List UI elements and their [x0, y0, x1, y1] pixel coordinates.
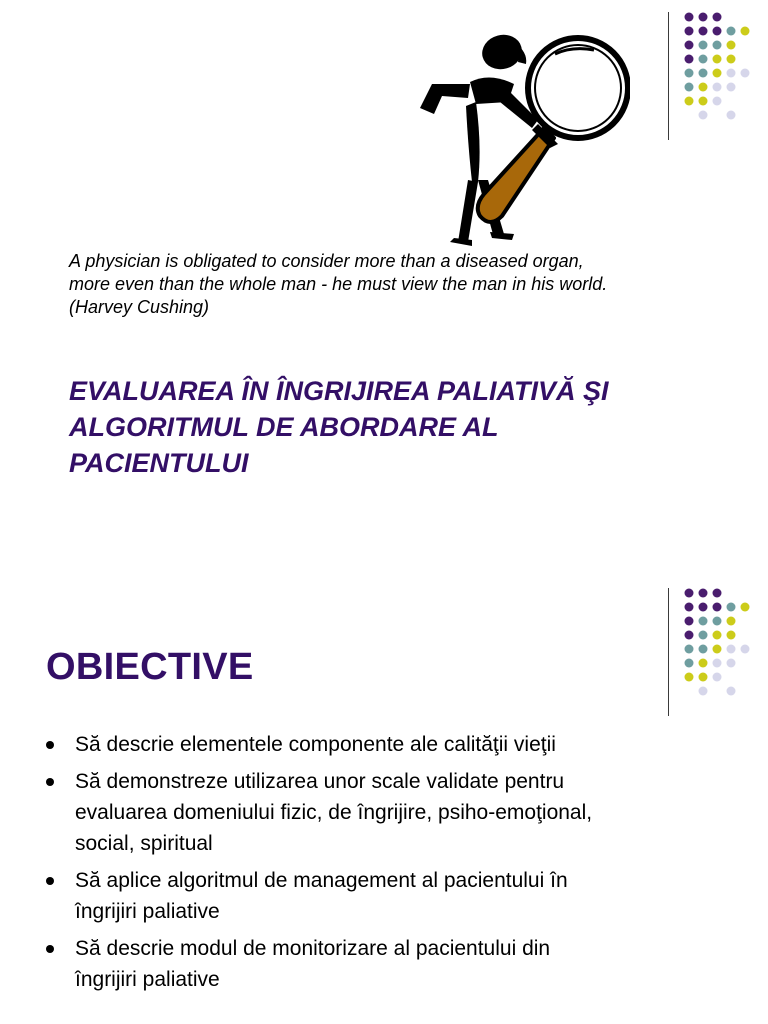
list-item-text: Să demonstreze utilizarea unor scale validate pentru: [75, 770, 565, 793]
quote-line: more even than the whole man - he must view the man in his world.: [69, 274, 608, 294]
magnifying-glass-person-illustration: [410, 6, 630, 250]
dot-grid: [685, 13, 750, 120]
list-item-text: evaluarea domeniului fizic, de îngrijire, psiho-emoţional,: [75, 801, 593, 824]
list-item-text: îngrijiri paliative: [75, 968, 220, 991]
objectives-heading: OBIECTIVE: [46, 646, 254, 688]
list-item: [42, 729, 742, 760]
cushing-quote: [69, 250, 729, 319]
bullet-icon: [46, 877, 54, 885]
list-item-text: îngrijiri paliative: [75, 900, 220, 923]
quote-line: A physician is obligated to consider more than a diseased organ,: [69, 251, 584, 271]
list-item-text: social, spiritual: [75, 832, 213, 855]
decorative-vertical-line: [668, 12, 669, 140]
title-line: ALGORITMUL DE ABORDARE AL: [69, 412, 499, 442]
list-item: [42, 933, 742, 995]
list-item-text: Să aplice algoritmul de management al pacientului în: [75, 869, 568, 892]
list-item-text: Să descrie modul de monitorizare al pacientului din: [75, 937, 551, 960]
title-line: EVALUAREA ÎN ÎNGRIJIREA PALIATIVĂ ŞI: [69, 376, 609, 406]
dot-grid: [685, 589, 750, 696]
list-item: [42, 766, 742, 859]
list-item: [42, 865, 742, 927]
bullet-icon: [46, 741, 54, 749]
title-line: PACIENTULUI: [69, 448, 249, 478]
slide-objectives: [0, 576, 768, 1024]
decorative-dot-pattern: [680, 586, 760, 701]
presentation-title: [69, 373, 729, 481]
quote-attribution: (Harvey Cushing): [69, 297, 210, 317]
bullet-icon: [46, 945, 54, 953]
bullet-icon: [46, 778, 54, 786]
decorative-vertical-line: [668, 588, 669, 716]
decorative-dot-pattern: [680, 10, 760, 125]
objectives-list: [42, 729, 742, 1001]
list-item-text: Să descrie elementele componente ale calităţii vieţii: [75, 733, 556, 756]
